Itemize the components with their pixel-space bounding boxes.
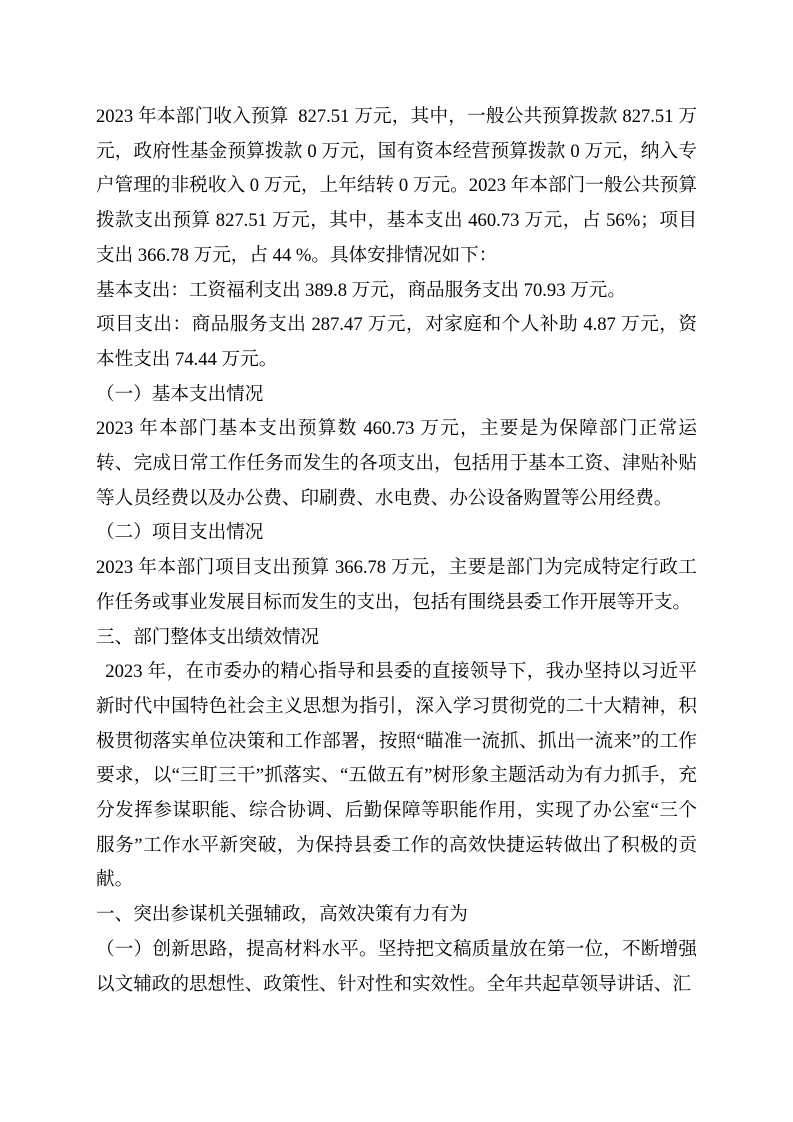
paragraph-budget-overview: 2023 年本部门收入预算 827.51 万元，其中，一般公共预算拨款 827.51 万元，政府性基金预算拨款 0 万元，国有资本经营预算拨款 0 万元，纳入专户管理的非税收入 0 万元，上年结转 0 万元。2023 年本部门一般公共预算拨款支出预算 827.51 万元，其中，基本支出 460.73 万元，占 56%；项目支出 366.78 万元，占 44 %。具体安排情况如下： <box>96 106 697 266</box>
document-text-block <box>96 100 697 1002</box>
paragraph-basic-expenditure-detail: 2023 年本部门基本支出预算数 460.73 万元，主要是为保障部门正常运转、完成日常工作任务而发生的各项支出，包括用于基本工资、津贴补贴等人员经费以及办公费、印刷费、水电费、办公设备购置等公用经费。 <box>96 418 697 509</box>
paragraph-innovation-materials: （一）创新思路，提高材料水平。坚持把文稿质量放在第一位，不断增强以文辅政的思想性、政策性、针对性和实效性。全年共起草领导讲话、汇 <box>96 938 697 995</box>
paragraph-project-expenditure-breakdown: 项目支出：商品服务支出 287.47 万元，对家庭和个人补助 4.87 万元，资本性支出 74.44 万元。 <box>96 314 697 370</box>
heading-advisory-support-section: 一、突出参谋机关强辅政，高效决策有力有为 <box>96 904 468 926</box>
paragraph-project-expenditure-detail: 2023 年本部门项目支出预算 366.78 万元，主要是部门为完成特定行政工作任务或事业发展目标而发生的支出，包括有围绕县委工作开展等开支。 <box>96 557 697 613</box>
heading-basic-expenditure-section: （一）基本支出情况 <box>96 383 264 405</box>
heading-project-expenditure-section: （二）项目支出情况 <box>96 522 264 544</box>
paragraph-basic-expenditure-breakdown: 基本支出：工资福利支出 389.8 万元，商品服务支出 70.93 万元。 <box>96 279 626 301</box>
heading-overall-performance-section: 三、部门整体支出绩效情况 <box>96 626 320 648</box>
paragraph-performance-overview: 2023 年，在市委办的精心指导和县委的直接领导下，我办坚持以习近平新时代中国特色社会主义思想为指引，深入学习贯彻党的二十大精神，积极贯彻落实单位决策和工作部署，按照“瞄准一流抓、抓出一流来”的工作要求，以“三盯三干”抓落实、“五做五有”树形象主题活动为有力抓手，充分发挥参谋职能、综合协调、后勤保障等职能作用，实现了办公室“三个服务”工作水平新突破，为保持县委工作的高效快捷运转做出了积极的贡献。 <box>96 661 697 891</box>
